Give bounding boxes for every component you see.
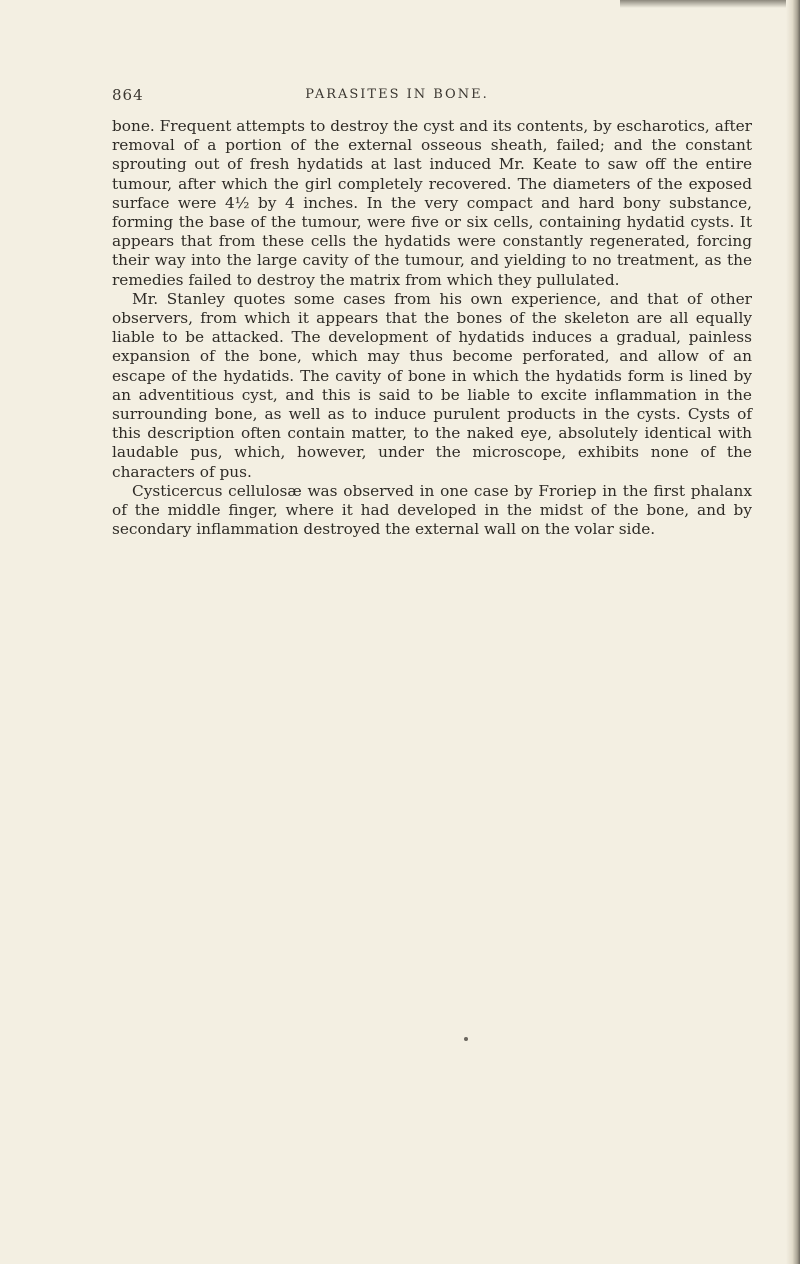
page-header — [112, 86, 752, 110]
running-head: PARASITES IN BONE. — [305, 87, 489, 102]
paragraph-stanley: Mr. Stanley quotes some cases from his own experience, and that of other observers, from which it appears that the bones of the skeleton are all equally liable to be attacked. The development of hydatids induces a gradual, painless expansion of the bone, which may thus become perforated, and allow of an escape of the hydatids. The cavity of bone in which the hydatids form is lined by an adventitious cyst, and this is said to be liable to excite inflammation in the surrounding bone, as well as to induce purulent products in the cysts. Cysts of this description often contain matter, to the naked eye, absolutely identical with laudable pus, which, however, under the microscope, exhibits none of the characters of pus. — [112, 289, 752, 481]
paragraph-cysticercus: Cysticercus cellulosæ was observed in one case by Froriep in the first phalanx of the middle finger, where it had developed in the midst of the bone, and by secondary inflammation destroyed the external wall on the volar side. — [112, 481, 752, 539]
page-top-edge-shadow — [620, 0, 800, 8]
body-text — [112, 117, 752, 539]
paragraph-continuation: bone. Frequent attempts to destroy the cyst and its contents, by escharotics, after removal of a portion of the external osseous sheath, failed; and the constant sprouting out of fresh hydatids at last induced Mr. Keate to saw off the entire tumour, after which the girl completely recovered. The diameters of the exposed surface were 4½ by 4 inches. In the very compact and hard bony substance, forming the base of the tumour, were five or six cells, containing hydatid cysts. It appears that from these cells the hydatids were constantly regenerated, forcing their way into the large cavity of the tumour, and yielding to no treatment, as the remedies failed to destroy the matrix from which they pullulated. — [112, 117, 752, 289]
page-number: 864 — [112, 86, 144, 104]
print-speck — [464, 1037, 468, 1041]
page-right-edge-shadow — [786, 0, 800, 1264]
